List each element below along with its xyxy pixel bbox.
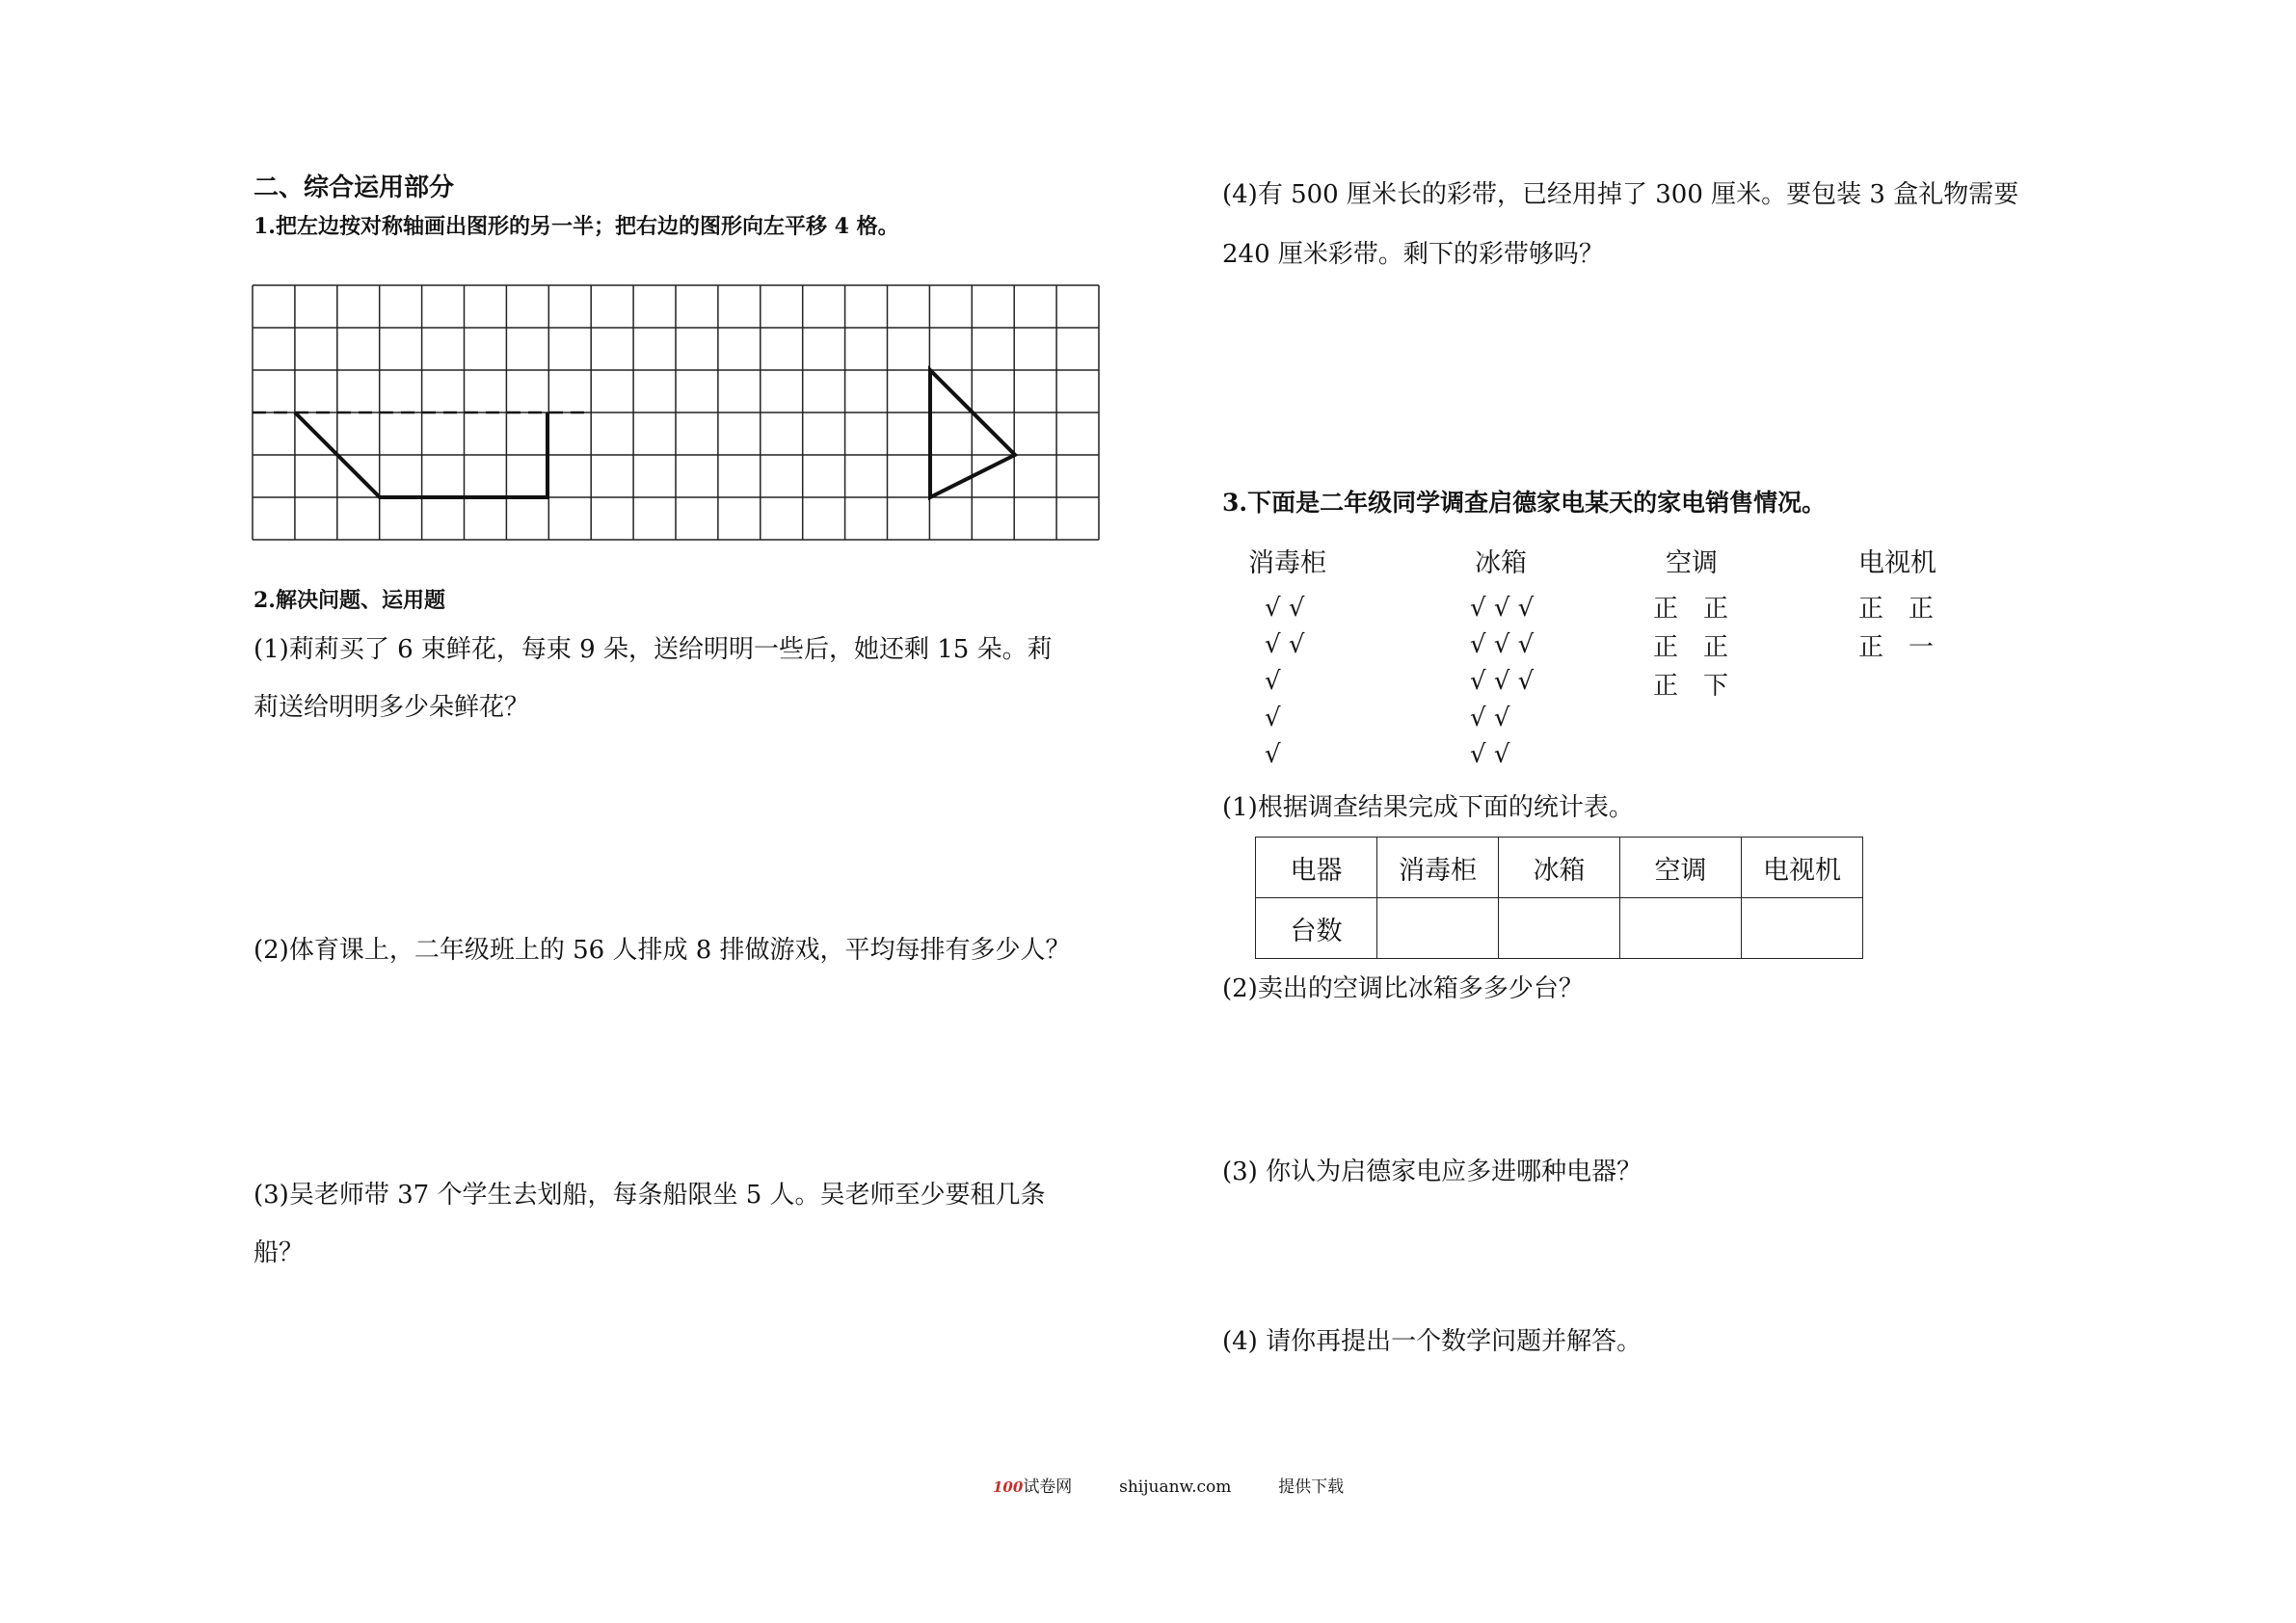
- tally-mark: 正 正: [1653, 633, 1729, 662]
- question-3-heading: 3.下面是二年级同学调查启德家电某天的家电销售情况。: [1222, 489, 1827, 517]
- tally-mark: √ √: [1265, 594, 1305, 623]
- tally-air-conditioner: [1653, 590, 1728, 705]
- tally-mark: 正 正: [1653, 595, 1729, 624]
- tally-mark: 正 正: [1858, 595, 1935, 624]
- answer-cell[interactable]: [1620, 898, 1742, 959]
- q3-sub-3: (3) 你认为启德家电应多进哪种电器？: [1222, 1157, 1642, 1186]
- logo-icon: 100: [993, 1478, 1024, 1496]
- q2-problem-2: (2)体育课上，二年级班上的 56 人排成 8 排做游戏，平均每排有多少人？: [254, 936, 1071, 965]
- question-2-heading: 2.解决问题、运用题: [254, 588, 445, 613]
- tally-mark: √ √ √: [1470, 594, 1535, 623]
- q2-problem-1-line-2: 莉送给明明多少朵鲜花？: [254, 693, 530, 722]
- tally-disinfection-cabinet: [1265, 590, 1304, 773]
- table-header-row: [1256, 838, 1863, 898]
- q2-problem-3-line-1: (3)吴老师带 37 个学生去划船，每条船限坐 5 人。吴老师至少要租几条: [254, 1181, 1046, 1210]
- answer-cell[interactable]: [1742, 898, 1863, 959]
- footer-site[interactable]: shijuanw.com: [1119, 1477, 1232, 1497]
- q3-sub-1: (1)根据调查结果完成下面的统计表。: [1222, 793, 1634, 822]
- table-header-cell: 电视机: [1742, 838, 1863, 898]
- q2-problem-3-line-2: 船？: [254, 1238, 305, 1267]
- table-row-label: 台数: [1256, 898, 1377, 959]
- tally-mark: 正 一: [1858, 633, 1935, 662]
- footer-note: 提供下载: [1278, 1477, 1345, 1497]
- q2-problem-4-line-1: (4)有 500 厘米长的彩带，已经用掉了 300 厘米。要包装 3 盒礼物需要: [1222, 180, 2019, 209]
- tally-mark: √: [1265, 740, 1281, 769]
- tally-mark: √ √: [1470, 704, 1510, 732]
- answer-cell[interactable]: [1377, 898, 1499, 959]
- tally-fridge: [1470, 590, 1534, 773]
- table-header-cell: 消毒柜: [1377, 838, 1499, 898]
- answer-cell[interactable]: [1499, 898, 1620, 959]
- table-header-cell: 电器: [1256, 838, 1377, 898]
- survey-label-fridge: 冰箱: [1475, 548, 1527, 578]
- tally-mark: √ √: [1265, 630, 1305, 659]
- q3-sub-4: (4) 请你再提出一个数学问题并解答。: [1222, 1327, 1642, 1356]
- grid-figure: [253, 285, 1099, 540]
- survey-label-tv: 电视机: [1858, 548, 1936, 578]
- tally-mark: √: [1265, 704, 1281, 732]
- tally-tv: [1858, 590, 1934, 667]
- tally-mark: √ √: [1470, 740, 1510, 769]
- footer-logo-text: 试卷网: [1023, 1477, 1073, 1497]
- q2-problem-4-line-2: 240 厘米彩带。剩下的彩带够吗？: [1222, 240, 1604, 269]
- statistics-table: [1255, 837, 1863, 959]
- q2-problem-1-line-1: (1)莉莉买了 6 束鲜花，每束 9 朵，送给明明一些后，她还剩 15 朵。莉: [254, 635, 1053, 664]
- section-title: 二、综合运用部分: [254, 173, 455, 202]
- tally-mark: √ √ √: [1470, 630, 1535, 659]
- table-row: [1256, 898, 1863, 959]
- q3-sub-2: (2)卖出的空调比冰箱多多少台？: [1222, 974, 1584, 1003]
- survey-label-air-conditioner: 空调: [1666, 548, 1718, 578]
- tally-mark: 正 下: [1653, 672, 1729, 701]
- footer: [993, 1473, 1344, 1497]
- survey-label-disinfection-cabinet: 消毒柜: [1248, 548, 1326, 578]
- table-header-cell: 空调: [1620, 838, 1742, 898]
- tally-mark: √ √ √: [1470, 667, 1535, 696]
- tally-mark: √: [1265, 667, 1281, 696]
- table-header-cell: 冰箱: [1499, 838, 1620, 898]
- question-1-heading: 1.把左边按对称轴画出图形的另一半；把右边的图形向左平移 4 格。: [254, 214, 899, 239]
